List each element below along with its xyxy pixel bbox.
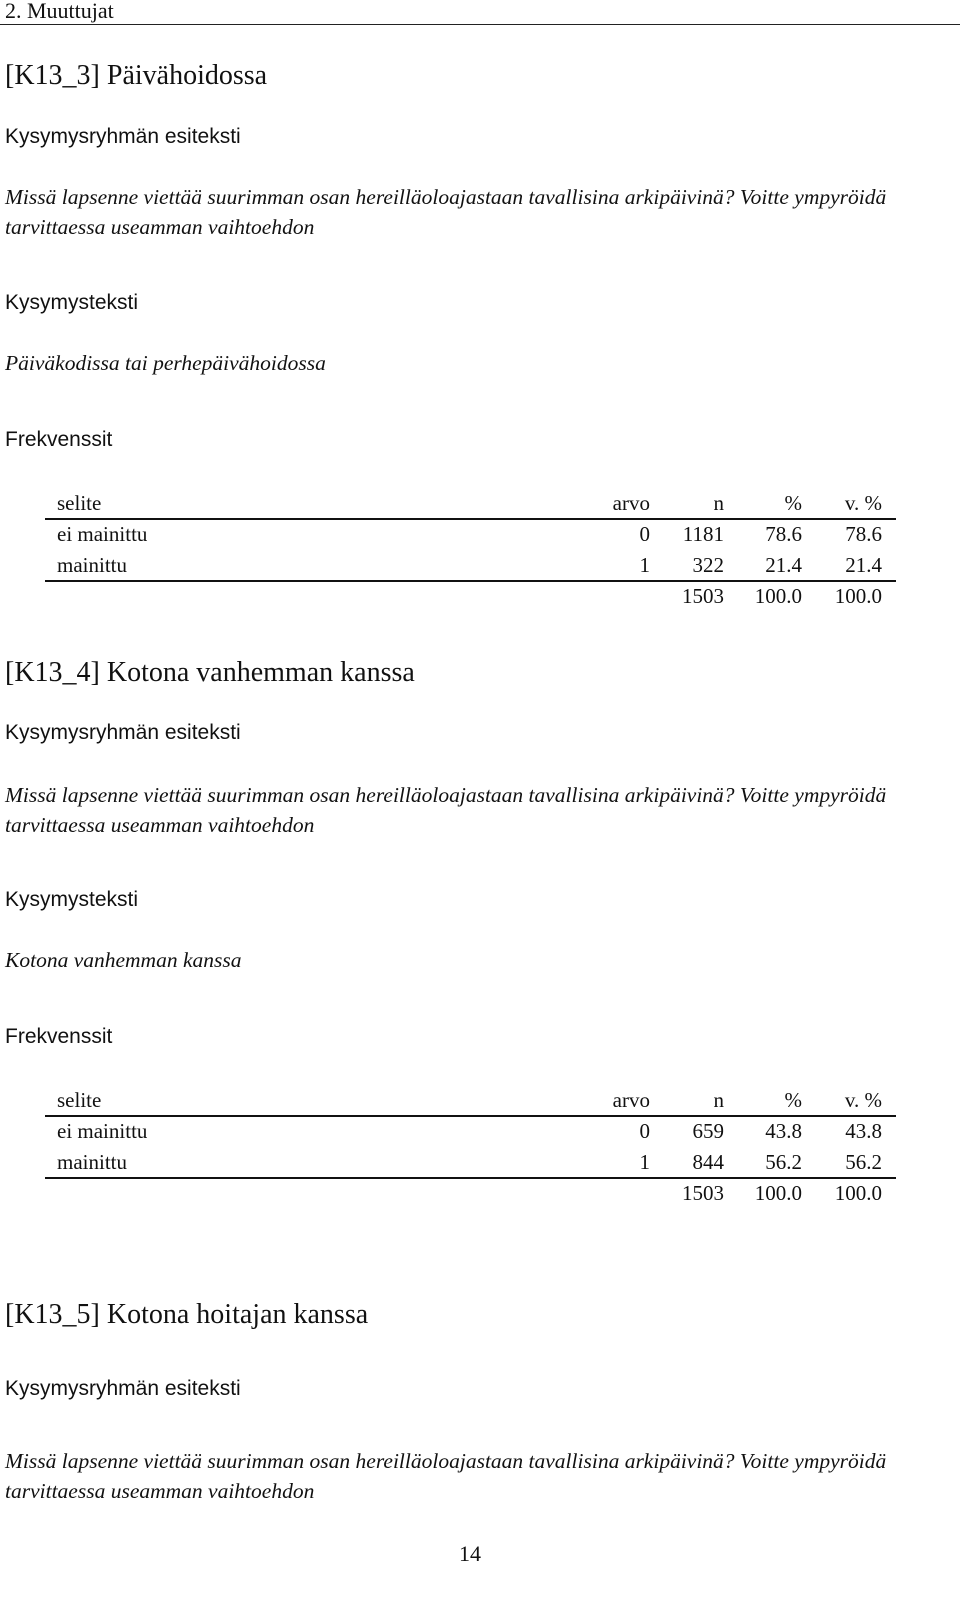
cell-n: 322 bbox=[692, 553, 724, 577]
group-text: Missä lapsenne viettää suurimman osan hereilläoloajastaan tavallisina arkipäivinä? Voitte ympyröidä tarvittaessa useamman vaihtoehdon bbox=[5, 1449, 887, 1503]
total-n: 1503 bbox=[682, 584, 724, 608]
total-vpct: 100.0 bbox=[834, 1181, 882, 1205]
cell-n: 659 bbox=[692, 1119, 724, 1143]
cell-pct: 56.2 bbox=[765, 1150, 802, 1174]
question-text-heading: Kysymysteksti bbox=[5, 888, 139, 911]
question-text: Kotona vanhemman kanssa bbox=[5, 948, 242, 972]
cell-n: 844 bbox=[692, 1150, 724, 1174]
total-pct: 100.0 bbox=[754, 584, 802, 608]
group-text-heading: Kysymysryhmän esiteksti bbox=[5, 721, 241, 744]
cell-selite: ei mainittu bbox=[57, 1119, 148, 1143]
table-total-row bbox=[45, 581, 896, 612]
table-header-row bbox=[45, 1085, 896, 1116]
frequencies-heading: Frekvenssit bbox=[5, 1025, 113, 1048]
cell-selite: ei mainittu bbox=[57, 522, 148, 546]
cell-pct: 21.4 bbox=[765, 553, 802, 577]
total-n: 1503 bbox=[682, 1181, 724, 1205]
cell-vpct: 78.6 bbox=[845, 522, 882, 546]
col-header-n: n bbox=[713, 491, 724, 515]
col-header-vpct: v. % bbox=[844, 1088, 882, 1112]
section-title: [K13_5] Kotona hoitajan kanssa bbox=[5, 1299, 369, 1330]
running-head: 2. Muuttujat bbox=[5, 0, 114, 23]
frequencies-heading: Frekvenssit bbox=[5, 428, 113, 451]
cell-arvo: 1 bbox=[639, 553, 650, 577]
col-header-arvo: arvo bbox=[612, 1088, 650, 1112]
cell-vpct: 56.2 bbox=[845, 1150, 882, 1174]
col-header-arvo: arvo bbox=[612, 491, 650, 515]
cell-arvo: 1 bbox=[639, 1150, 650, 1174]
total-vpct: 100.0 bbox=[834, 584, 882, 608]
page-number: 14 bbox=[459, 1541, 481, 1566]
table-row bbox=[45, 550, 896, 581]
frequency-table bbox=[45, 488, 896, 612]
section-title: [K13_4] Kotona vanhemman kanssa bbox=[5, 657, 415, 688]
col-header-n: n bbox=[713, 1088, 724, 1112]
cell-selite: mainittu bbox=[57, 1150, 127, 1174]
group-text: Missä lapsenne viettää suurimman osan hereilläoloajastaan tavallisina arkipäivinä? Voitte ympyröidä tarvittaessa useamman vaihtoehdon bbox=[5, 185, 887, 239]
cell-vpct: 43.8 bbox=[845, 1119, 882, 1143]
cell-pct: 78.6 bbox=[765, 522, 802, 546]
header-rule bbox=[0, 24, 960, 25]
group-text-heading: Kysymysryhmän esiteksti bbox=[5, 1377, 241, 1400]
col-header-selite: selite bbox=[57, 1088, 102, 1112]
table-header-row bbox=[45, 488, 896, 519]
cell-n: 1181 bbox=[682, 522, 724, 546]
table-row bbox=[45, 1116, 896, 1147]
section-title: [K13_3] Päivähoidossa bbox=[5, 60, 268, 91]
table-total-row bbox=[45, 1178, 896, 1209]
cell-selite: mainittu bbox=[57, 553, 127, 577]
table-row bbox=[45, 519, 896, 550]
cell-arvo: 0 bbox=[639, 1119, 650, 1143]
cell-arvo: 0 bbox=[639, 522, 650, 546]
group-text-heading: Kysymysryhmän esiteksti bbox=[5, 125, 241, 148]
cell-vpct: 21.4 bbox=[845, 553, 882, 577]
cell-pct: 43.8 bbox=[765, 1119, 802, 1143]
col-header-selite: selite bbox=[57, 491, 102, 515]
group-text: Missä lapsenne viettää suurimman osan hereilläoloajastaan tavallisina arkipäivinä? Voitte ympyröidä tarvittaessa useamman vaihtoehdon bbox=[5, 783, 887, 837]
table-row bbox=[45, 1147, 896, 1178]
frequency-table bbox=[45, 1085, 896, 1209]
question-text: Päiväkodissa tai perhepäivähoidossa bbox=[5, 351, 326, 375]
total-pct: 100.0 bbox=[754, 1181, 802, 1205]
col-header-vpct: v. % bbox=[844, 491, 882, 515]
col-header-pct: % bbox=[784, 1088, 802, 1112]
col-header-pct: % bbox=[784, 491, 802, 515]
question-text-heading: Kysymysteksti bbox=[5, 291, 139, 314]
